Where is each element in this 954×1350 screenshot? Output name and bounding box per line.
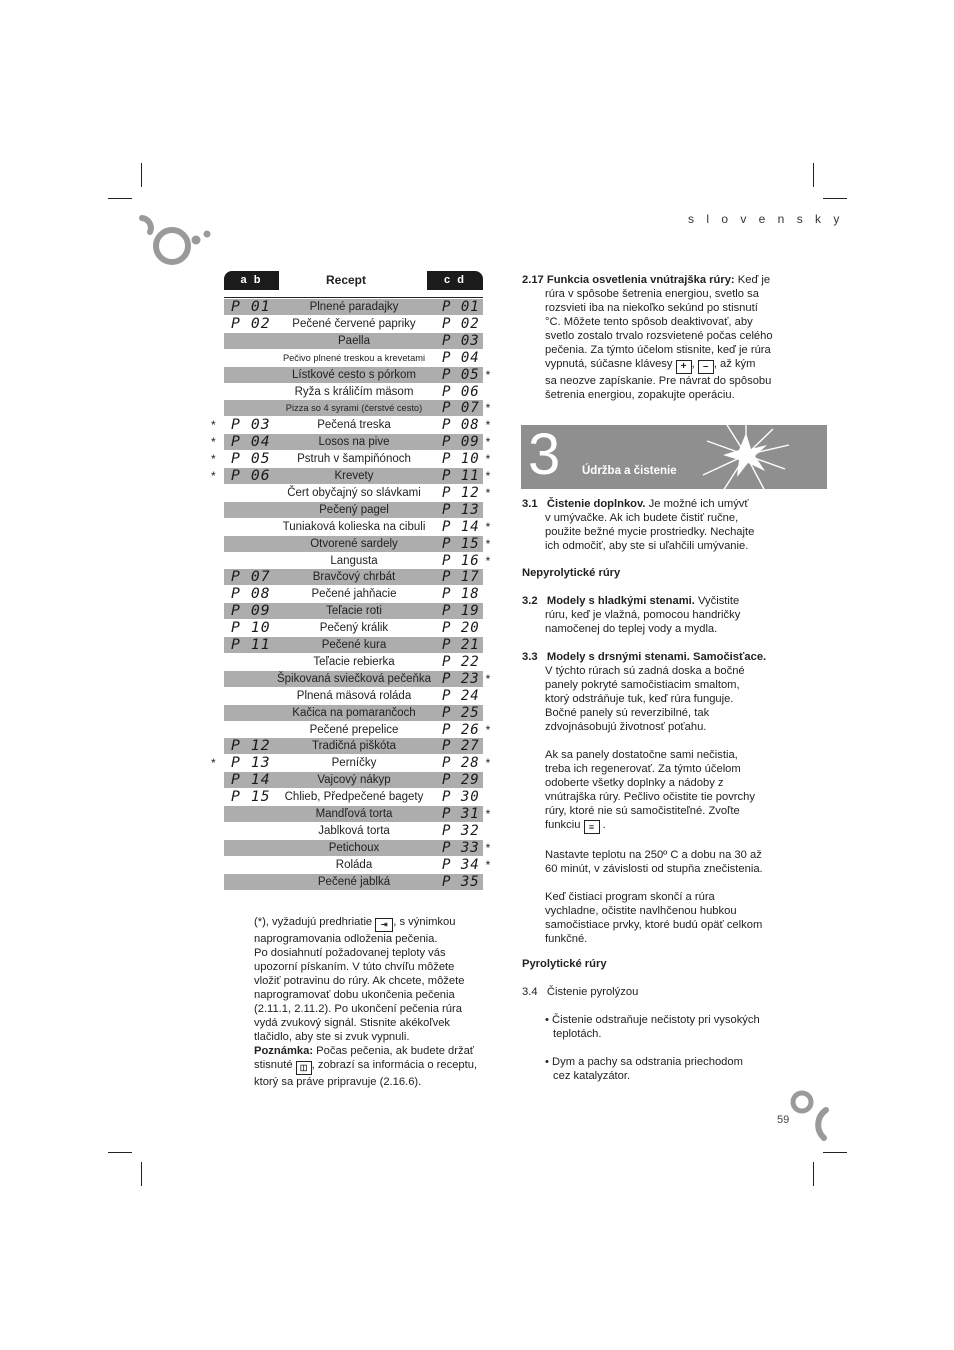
program-code-cd: P 03: [442, 332, 480, 349]
program-code-cd: P 19: [442, 603, 480, 620]
cleaning-function-icon: ≡: [584, 820, 600, 834]
table-row: [224, 350, 483, 366]
program-code-cd: P 20: [442, 620, 480, 637]
recipe-name: Pstruh v šampiňónoch: [297, 453, 411, 466]
recipe-name: Pečené prepelice: [309, 723, 399, 736]
preheat-star-right: *: [485, 536, 491, 551]
program-code-cd: P 14: [442, 518, 480, 535]
recipe-name: Teľacie roti: [326, 605, 382, 618]
program-code-ab: P 08: [231, 586, 271, 603]
recipe-name: Otvorené sardely: [310, 537, 398, 550]
table-row: [224, 535, 491, 552]
crop-mark: [823, 1152, 847, 1153]
program-code-cd: P 33: [442, 839, 480, 856]
table-row: [224, 874, 483, 890]
recipe-name: Lístkové cesto s pórkom: [292, 368, 416, 381]
section-3-1: 3.1 Čistenie doplnkov. Je možné ich umývť v umývačke. Ak ich budete čistiť ručne, použite bežné mycie prostriedky. Nechajte ich odmočiť, aby ste si uľahčili umývanie.: [522, 498, 755, 552]
table-row: [224, 502, 483, 518]
recipe-name: Roláda: [335, 858, 373, 871]
table-row: [211, 468, 491, 484]
program-code-cd: P 17: [442, 569, 480, 586]
heading-nepyrolytic: Nepyrolytické rúry: [522, 567, 621, 579]
program-code-cd: P 27: [442, 738, 480, 755]
recipe-name: Pečená treska: [317, 419, 391, 432]
program-code-cd: P 35: [442, 873, 480, 890]
page-number: 59: [777, 1114, 790, 1126]
section-2-17: 2.17 Funkcia osvetlenia vnútrajška rúry: Keď je rúra v spôsobe šetrenia energiou, svetlo sa rozsvieti iba na niekoľko sekúnd po stisnutí °C. Môžete tento spôsob deaktivovať, aby svetlo zostalo trvalo rozsvietené počas celého pečenia. Za týmto účelom stisnite, keď je rúra vypnutá, súčasne klávesy + , – , až kým sa neozve zapískanie. Pre návrat do spôsobu šetrenia energiou, zopakujte operáciu.: [522, 274, 773, 401]
program-code-cd: P 15: [442, 535, 480, 552]
brand-logo-icon: [790, 1088, 830, 1144]
preheat-key-icon: ⇥: [375, 918, 393, 932]
program-code-ab: P 14: [231, 772, 271, 789]
preheat-star-right: *: [485, 367, 491, 382]
program-code-ab: P 06: [231, 468, 271, 484]
column-header-ab: a b: [224, 271, 279, 290]
program-code-cd: P 29: [442, 772, 480, 789]
program-code-ab: P 13: [231, 755, 271, 772]
table-row: [224, 738, 483, 754]
table-row: [224, 839, 491, 856]
recipe-name: Čert obyčajný so slávkami: [287, 486, 421, 499]
bullet-item: • Dym a pachy sa odstrania priechodom: [545, 1056, 743, 1068]
recipe-name: Kačica na pomarančoch: [292, 706, 416, 719]
program-code-ab: P 01: [231, 299, 271, 315]
preheat-star-right: *: [485, 857, 491, 872]
section-3-3: 3.3 Modely s drsnými stenami. Samočisťace. V týchto rúrach sú zadná doska a bočné panely pokryté samočistiacim smaltom, ktorý odstráňuje tuk, keď rúra funguje. Bočné panely sú reverzibilné, tak zdvojnásobujú životnosť poťahu. Ak sa panely dostatočne sami nečistia, treba ich regenerovať. Za týmto účelom odoberte všetky doplnky a nádoby z vnútrajška rúry. Pečlivo očistite tie povrchy rúry, ktoré nie sú samočistiteľné. Zvoľte funkciu ≡ . Nastavte teplotu na 250º C a dobu na 30 až 60 minút, v závislosti od stupňa znečistenia. Keď čistiaci program skončí a rúra vychladne, očistite navlhčenou hubkou samočistiace prvky, ktoré budú opäť celkom funkčné.: [522, 651, 767, 945]
column-header-recept: Recept: [325, 273, 366, 287]
recipe-name: Langusta: [330, 554, 378, 567]
recipe-name: Tuniaková kolieska na cibuli: [282, 520, 426, 533]
column-header-cd: c d: [427, 271, 483, 290]
program-code-cd: P 11: [442, 468, 480, 484]
recipe-name: Losos na pive: [318, 436, 390, 449]
recipe-name: Špikovaná sviečková pečeňka: [276, 672, 432, 685]
recipe-name: Plnená mäsová roláda: [296, 689, 412, 702]
table-row: [224, 333, 483, 349]
minus-key-icon: –: [698, 360, 714, 374]
table-row: [211, 451, 491, 468]
preheat-star-left: *: [211, 756, 216, 771]
table-row: [224, 400, 491, 417]
program-code-cd: P 12: [442, 484, 480, 501]
preheat-star-right: *: [485, 485, 491, 500]
program-code-ab: P 10: [231, 620, 271, 637]
recipe-name: Mandľová torta: [315, 808, 393, 820]
info-key-icon: ◫: [296, 1061, 312, 1075]
crop-mark: [813, 1162, 814, 1186]
program-code-cd: P 22: [442, 653, 480, 670]
preheat-star-left: *: [211, 469, 216, 483]
recipe-name: Pečivo plnené treskou a krevetami: [282, 352, 426, 363]
section-3-2: 3.2 Modely s hladkými stenami. Vyčistite rúru, keď je vlažná, pomocou handričky namočenej do teplej vody a mydla.: [522, 595, 741, 635]
program-code-cd: P 09: [442, 434, 480, 451]
preheat-star-right: *: [485, 519, 491, 534]
table-row: [224, 569, 483, 585]
program-code-cd: P 30: [442, 789, 480, 806]
preheat-star-right: *: [485, 469, 491, 483]
program-code-cd: P 18: [442, 586, 480, 603]
crop-mark: [141, 163, 142, 187]
header-divider: [224, 297, 483, 298]
table-header: [0, 271, 954, 290]
recipe-name: Ryža s králičím mäsom: [294, 385, 414, 398]
program-code-cd: P 10: [442, 451, 480, 468]
program-code-ab: P 02: [231, 315, 271, 332]
table-row: [224, 806, 491, 822]
program-code-ab: P 07: [231, 569, 271, 586]
preheat-star-left: *: [211, 452, 216, 467]
preheat-star-left: *: [211, 435, 216, 450]
plus-key-icon: +: [676, 360, 692, 374]
program-code-cd: P 02: [442, 315, 480, 332]
sparkle-icon: [701, 425, 791, 489]
recipe-name: Pečený pagel: [319, 503, 389, 516]
table-row: [224, 384, 483, 400]
preheat-star-left: *: [211, 418, 216, 433]
recipe-name: Chlieb, Předpečené bagety: [284, 791, 424, 804]
table-row: [224, 518, 491, 535]
program-code-ab: P 03: [231, 417, 271, 434]
table-row: [224, 688, 483, 704]
preheat-star-right: *: [485, 807, 491, 821]
program-code-cd: P 06: [442, 383, 480, 400]
program-code-cd: P 25: [442, 704, 480, 721]
crop-mark: [823, 198, 847, 199]
recipe-name: Pečené jahňacie: [311, 588, 397, 601]
program-code-ab: P 12: [231, 738, 271, 755]
table-row: [224, 654, 483, 670]
preheat-note: (*), vyžadujú predhriatie ⇥ , s výnimkou naprogramovania odloženia pečenia. Po dosiahnutí požadovanej teploty vás upozorní pískaním. V túto chvíľu môžete vložiť potravinu do rúry. Ak chcete, môžete naprogramovať dobu ukončenia pečenia (2.11.1, 2.11.2). Po ukončení pečenia rúra vydá zvukový signál. Stisnite akékoľvek tlačidlo, aby ste si zvuk vypnuli. Poznámka: Počas pečenia, ak budete držať stisnuté ◫ , zobrazí sa informácia o receptu, ktorý sa práve pripravuje (2.16.6).: [254, 916, 478, 1088]
recipe-name: Pečené červené papriky: [292, 317, 416, 330]
recipe-name: Petichoux: [328, 841, 380, 854]
program-code-cd: P 04: [442, 349, 480, 366]
program-code-cd: P 07: [442, 400, 480, 417]
recipe-name: Plnené paradajky: [309, 301, 399, 313]
program-code-cd: P 13: [442, 501, 480, 518]
crop-mark: [108, 1152, 132, 1153]
table-row: [224, 366, 491, 383]
section-title: Údržba a čistenie: [582, 465, 677, 477]
recipe-name: Bravčový chrbát: [312, 571, 396, 584]
preheat-star-right: *: [485, 756, 491, 771]
recipe-name: Jablková torta: [318, 824, 390, 837]
brand-logo-icon: [136, 212, 216, 272]
recipe-name: Vajcový nákyp: [317, 774, 391, 787]
program-code-cd: P 05: [442, 366, 480, 383]
preheat-star-right: *: [485, 418, 491, 433]
bullet-item: • Čistenie odstraňuje nečistoty pri vysokých: [545, 1014, 760, 1026]
table-row: [224, 637, 483, 653]
program-code-cd: P 01: [442, 299, 480, 315]
recipe-name: Paella: [338, 334, 370, 347]
table-row: [224, 316, 483, 332]
crop-mark: [108, 198, 132, 199]
section-number: 3: [528, 425, 561, 487]
preheat-star-right: *: [485, 553, 491, 568]
program-code-cd: P 32: [442, 822, 480, 839]
table-row: [211, 434, 491, 451]
program-code-cd: P 16: [442, 552, 480, 569]
table-row: [224, 586, 483, 602]
preheat-star-right: *: [485, 401, 491, 416]
recipe-name: Pečený králik: [319, 622, 389, 635]
table-row: [224, 772, 483, 788]
table-row: [224, 856, 491, 873]
recipe-name: Krevety: [334, 470, 374, 482]
table-row: [224, 789, 483, 805]
preheat-star-right: *: [485, 671, 491, 686]
program-code-ab: P 11: [231, 637, 271, 653]
recipe-name: Perníčky: [331, 757, 377, 770]
crop-mark: [813, 163, 814, 187]
table-row: [224, 299, 483, 315]
table-row: [211, 755, 491, 772]
program-code-cd: P 08: [442, 417, 480, 434]
recipe-name: Pizza so 4 syrami (čerstvé cesto): [285, 403, 423, 414]
table-row: [224, 552, 491, 569]
recipe-name: Tradičná piškóta: [312, 740, 396, 753]
table-row: [224, 823, 483, 839]
program-code-cd: P 26: [442, 721, 480, 738]
section-3-4: 3.4 Čistenie pyrolýzou • Čistenie odstraňuje nečistoty pri vysokých teplotách. • Dym a pachy sa odstrania priechodom cez katalyzátor.: [522, 985, 782, 1083]
recipe-name: Pečené kura: [321, 639, 387, 651]
table-row: [224, 603, 483, 619]
program-code-cd: P 21: [442, 637, 480, 653]
program-code-ab: P 05: [231, 451, 271, 468]
recipe-name: Teľacie rebierka: [313, 655, 395, 668]
program-code-cd: P 23: [442, 670, 480, 687]
crop-mark: [141, 1162, 142, 1186]
section-banner: [521, 425, 827, 489]
preheat-star-right: *: [485, 722, 491, 737]
table-row: [224, 670, 491, 687]
program-code-cd: P 34: [442, 856, 480, 873]
table-row: [211, 417, 491, 434]
table-row: [224, 705, 483, 721]
table-row: [224, 620, 483, 636]
program-code-cd: P 31: [442, 806, 480, 822]
program-code-ab: P 15: [231, 789, 271, 806]
program-code-cd: P 24: [442, 687, 480, 704]
recipe-name: Pečené jablká: [317, 875, 391, 888]
language-label: s l o v e n s k y: [688, 212, 844, 226]
preheat-star-right: *: [485, 840, 491, 855]
heading-pyrolytic: Pyrolytické rúry: [522, 958, 607, 970]
program-code-ab: P 09: [231, 603, 271, 620]
program-code-ab: P 04: [231, 434, 271, 451]
preheat-star-right: *: [485, 435, 491, 450]
table-row: [224, 721, 491, 738]
program-code-cd: P 28: [442, 755, 480, 772]
preheat-star-right: *: [485, 452, 491, 467]
table-row: [224, 484, 491, 501]
